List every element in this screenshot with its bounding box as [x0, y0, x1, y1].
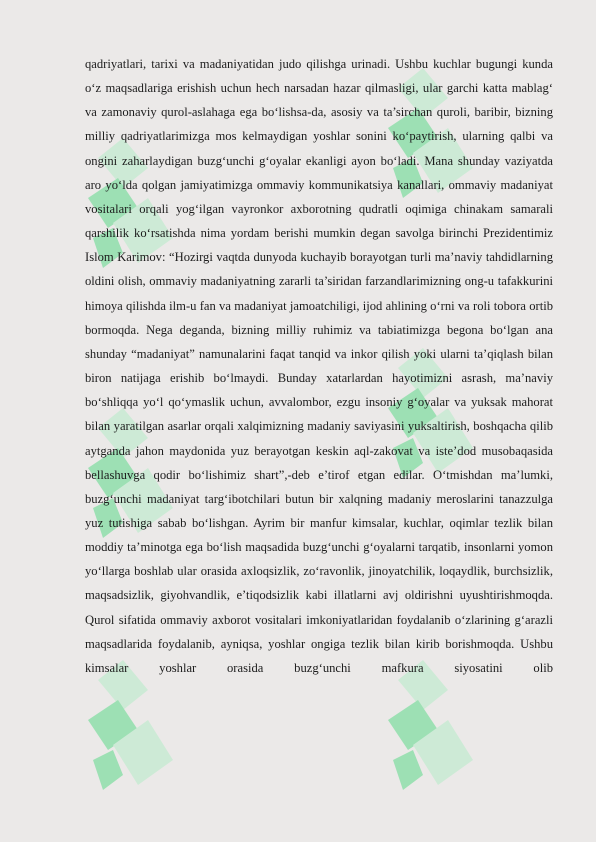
body-paragraph: qadriyatlari, tarixi va madaniyatidan judo qilishga urinadi. Ushbu kuchlar bugungi kunda o‘z maqsadlariga erishish uchun hech narsadan hazar qilmasligi, ular garchi katta mablag‘ va zamonaviy qurol-aslahaga ega bo‘lishsa-da, asosiy va ta’sirchan quroli, baribir, bizning milliy qadriyatlarimizga mos kelmaydigan yoshlar sonini ko‘paytirish, ularning qalbi va ongini zaharlaydigan buzg‘unchi g‘oyalar ekanligi ayon bo‘ladi. Mana shunday vaziyatda aro yo‘lda qolgan jamiyatimizga ommaviy kommunikatsiya kanallari, ommaviy madaniyat vositalari orqali yog‘ilgan vayronkor axborotning qudratli oqimiga chinakam samarali qarshilik ko‘rsatishda nima yordam berishi mumkin degan savolga birinchi Prezidentimiz Islom Karimov: “Hozirgi vaqtda dunyoda kuchayib borayotgan turli ma’naviy tahdidlarning oldini olish, ommaviy madaniyatning zararli ta’siridan farzandlarimizning ong-u tafakkurini himoya qilishda ilm-u fan va madaniyat jamoatchiligi, ijod ahlining o‘rni va roli tobora ortib bormoqda. Nega deganda, bizning milliy ruhimiz va tabiatimizga begona bo‘lgan ana shunday “madaniyat” namunalarini faqat tanqid va inkor qilish yoki ularni ta’qiqlash bilan biron natijaga erishib bo‘lmaydi. Bunday xatarlardan hayotimizni asrash, ma’naviy bo‘shliqqa yo‘l qo‘ymaslik uchun, avvalombor, ezgu insoniy g‘oyalar va yuksak mahorat bilan yaratilgan asarlar orqali xalqimizning madaniy saviyasini yuksaltirish, boshqacha qilib aytganda jahon maydonida yuz berayotgan keskin aql-zakovat va iste’dod musobaqasida bellashuvga qodir bo‘lishimiz shart”,-deb e’tirof etgan edilar. O‘tmishdan ma’lumki, buzg‘unchi madaniyat targ‘ibotchilari butun bir xalqning madaniy meroslarini tanazzulga yuz tutishiga sabab bo‘lishgan. Ayrim bir manfur kimsalar, kuchlar, oqimlar tezlik bilan moddiy ta’minotga ega bo‘lish maqsadida buzg‘unchi g‘oyalarni tarqatib, insonlarni yomon yo‘llarga boshlab ular orasida axloqsizlik, zo‘ravonlik, jinoyatchilik, loqaydlik, burchsizlik, maqsadsizlik, giyohvandlik, e’tiqodsizlik kabi illatlarni avj oldirishni uyushtirishmoqda. Qurol sifatida ommaviy axborot vositalari imkoniyatlaridan foydalanib o‘zlarining g‘arazli maqsadlarida foydalanib, ayniqsa, yoshlar ongiga tezlik bilan kirib borishmoqda. Ushbu kimsalar yoshlar orasida buzg‘unchi mafkura siyosatini olib [85, 57, 553, 675]
body-text-block [85, 52, 553, 680]
